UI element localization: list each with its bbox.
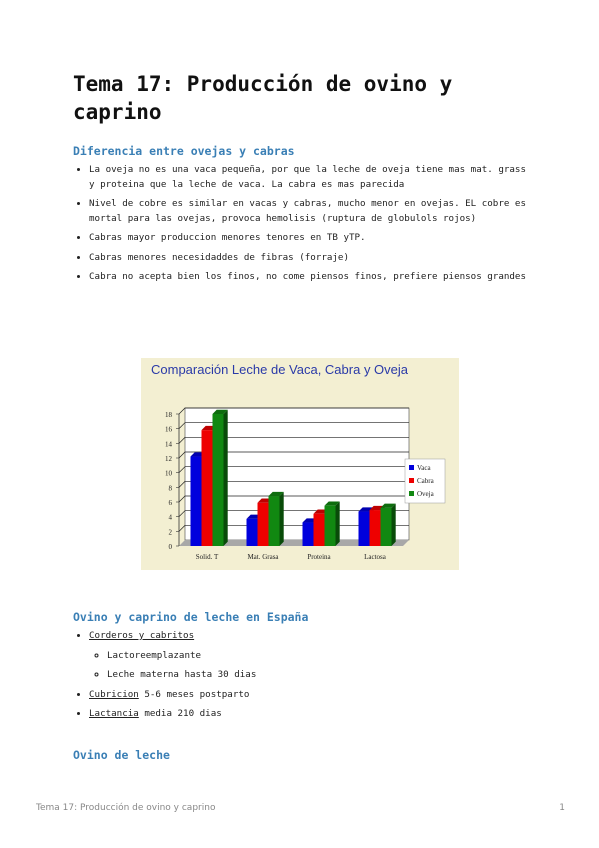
bar-front bbox=[258, 503, 269, 546]
x-category-label: Mat. Grasa bbox=[247, 553, 279, 561]
legend-label: Cabra bbox=[417, 477, 434, 485]
x-category-label: Lactosa bbox=[364, 553, 386, 561]
list-item: • Nivel de cobre es similar en vacas y cabras, mucho menor en ovejas. EL cobre es mortal para las ovejas, provoca hemolisis (ruptura de globulols rojos) bbox=[89, 197, 533, 226]
y-tick-label: 18 bbox=[165, 411, 172, 419]
legend-label: Oveja bbox=[417, 490, 434, 498]
bar-front bbox=[303, 523, 314, 546]
legend-label: Vaca bbox=[417, 464, 431, 472]
y-tick-label: 2 bbox=[168, 528, 172, 537]
bar bbox=[213, 410, 228, 546]
bar-front bbox=[325, 506, 336, 546]
page-footer bbox=[36, 803, 565, 813]
bar-front bbox=[247, 519, 258, 546]
page-title: Tema 17: Producción de ovino y caprino bbox=[73, 72, 453, 124]
y-tick-label: 6 bbox=[168, 499, 172, 507]
bar-front bbox=[191, 457, 202, 546]
bar-front bbox=[202, 430, 213, 546]
page-number: 1 bbox=[559, 803, 565, 813]
chart-legend bbox=[405, 459, 445, 503]
section-heading-ovino-leche: Ovino de leche bbox=[73, 747, 170, 762]
term-corderos: Corderos y cabritos bbox=[89, 630, 195, 641]
sub-list bbox=[89, 649, 533, 683]
y-tick-label: 16 bbox=[165, 425, 172, 434]
espana-list bbox=[73, 629, 533, 722]
bar-front bbox=[359, 512, 370, 546]
cubricion-text: 5-6 meses postparto bbox=[138, 688, 250, 700]
list-item bbox=[89, 707, 533, 722]
bar-side bbox=[224, 410, 228, 546]
legend-swatch bbox=[409, 465, 414, 470]
sub-list-item: ◦ Lactoreemplazante bbox=[107, 649, 533, 664]
list-item bbox=[89, 629, 533, 683]
lactancia-text: media 210 dias bbox=[138, 708, 222, 719]
list-item bbox=[89, 688, 533, 703]
sub-list-item: ◦ Leche materna hasta 30 dias bbox=[107, 668, 533, 683]
legend-swatch bbox=[409, 491, 414, 496]
list-item: • Cabra no acepta bien los finos, no come piensos finos, prefiere piensos grandes bbox=[89, 270, 533, 285]
section-heading-diferencia: Diferencia entre ovejas y cabras bbox=[73, 144, 295, 158]
footer-title: Tema 17: Producción de ovino y caprino bbox=[36, 803, 216, 813]
y-tick-label: 12 bbox=[165, 455, 172, 463]
legend-swatch bbox=[409, 478, 414, 483]
diferencia-list bbox=[73, 163, 533, 285]
bar bbox=[269, 492, 284, 546]
y-tick-label: 14 bbox=[165, 440, 172, 449]
bar bbox=[325, 501, 340, 546]
list-item: • La oveja no es una vaca pequeña, por que la leche de oveja tiene mas mat. grass y proteina que la leche de vaca. La cabra es mas parecida bbox=[89, 163, 533, 192]
term-lactancia: Lactancia bbox=[89, 708, 139, 719]
bar bbox=[381, 504, 396, 546]
y-tick-label: 4 bbox=[168, 513, 172, 522]
bar-front bbox=[269, 496, 280, 546]
bar-front bbox=[314, 514, 325, 546]
list-item: • Cabras menores necesidaddes de fibras (forraje) bbox=[89, 251, 533, 266]
bar-front bbox=[370, 510, 381, 546]
x-category-label: Proteina bbox=[307, 553, 331, 561]
section-ovino-caprino bbox=[73, 610, 533, 767]
y-tick-label: 10 bbox=[165, 469, 172, 478]
document-page bbox=[73, 70, 533, 290]
list-item: • Cabras mayor produccion menores tenores en TB yTP. bbox=[89, 231, 533, 246]
chart-title: Comparación Leche de Vaca, Cabra y Oveja bbox=[151, 362, 409, 377]
bar-side bbox=[392, 504, 396, 546]
bar-front bbox=[213, 414, 224, 546]
y-tick-label: 8 bbox=[168, 484, 172, 493]
milk-comparison-chart bbox=[141, 358, 459, 570]
bar-side bbox=[280, 492, 284, 546]
x-category-label: Solid. T bbox=[195, 553, 219, 561]
term-cubricion: Cubricion bbox=[89, 688, 139, 700]
bar-front bbox=[381, 508, 392, 546]
y-tick-label: 0 bbox=[168, 543, 172, 551]
section-heading-espana: Ovino y caprino de leche en España bbox=[73, 610, 309, 624]
bar-side bbox=[336, 501, 340, 546]
